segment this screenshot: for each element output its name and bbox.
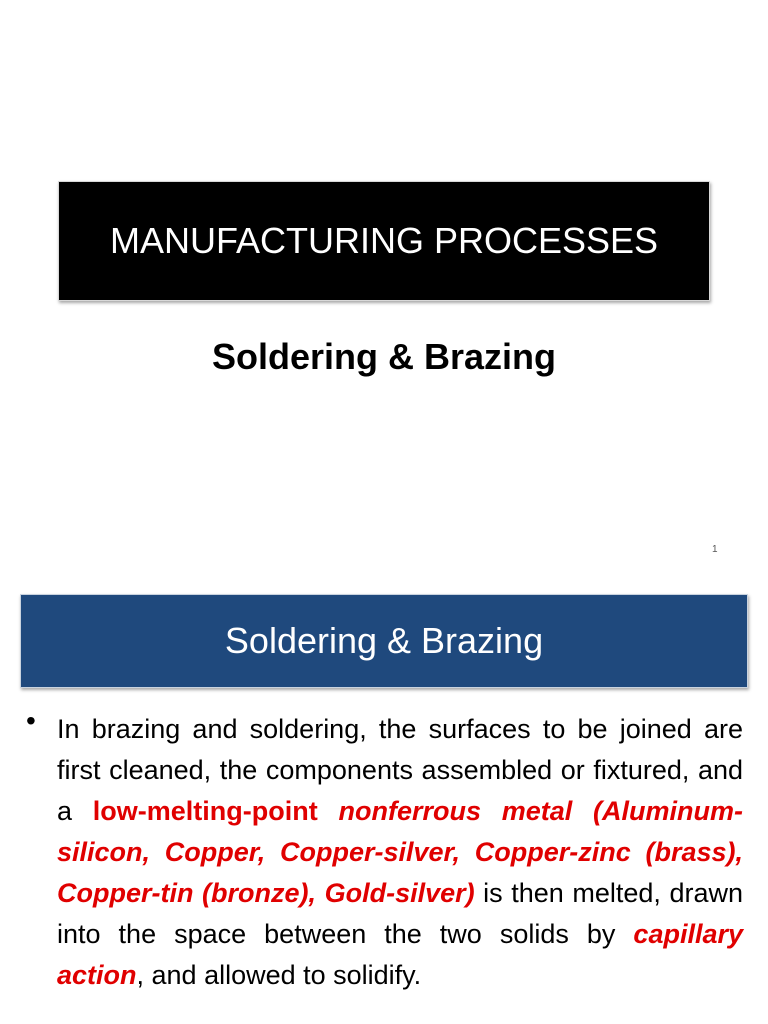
slide-subtitle: Soldering & Brazing — [211, 336, 557, 377]
bullet-paragraph — [57, 709, 743, 996]
title-banner — [58, 181, 710, 301]
slide-2 — [0, 574, 768, 1024]
highlight-low-melting-point: low-melting-point — [92, 796, 318, 826]
paragraph-text-2: is then melted, drawn into the space between the two solids by — [57, 878, 743, 949]
slide-number: 1 — [712, 544, 718, 555]
paragraph-text-3: , and allowed to solidify. — [136, 960, 422, 990]
header-banner — [20, 594, 748, 688]
highlight-capillary-action: capillary action — [57, 919, 743, 990]
highlight-metal-list: nonferrous metal (Aluminum-silicon, Copper, Copper-silver, Copper-zinc (brass), Copper-tin (bronze), Gold-silver) — [57, 796, 743, 908]
paragraph-text-1: In brazing and soldering, the surfaces to be joined are first cleaned, the components assembled or fixtured, and a — [57, 714, 743, 826]
slide-title: MANUFACTURING PROCESSES — [109, 220, 659, 261]
bullet-marker: • — [26, 705, 36, 736]
slide-heading: Soldering & Brazing — [224, 620, 544, 661]
